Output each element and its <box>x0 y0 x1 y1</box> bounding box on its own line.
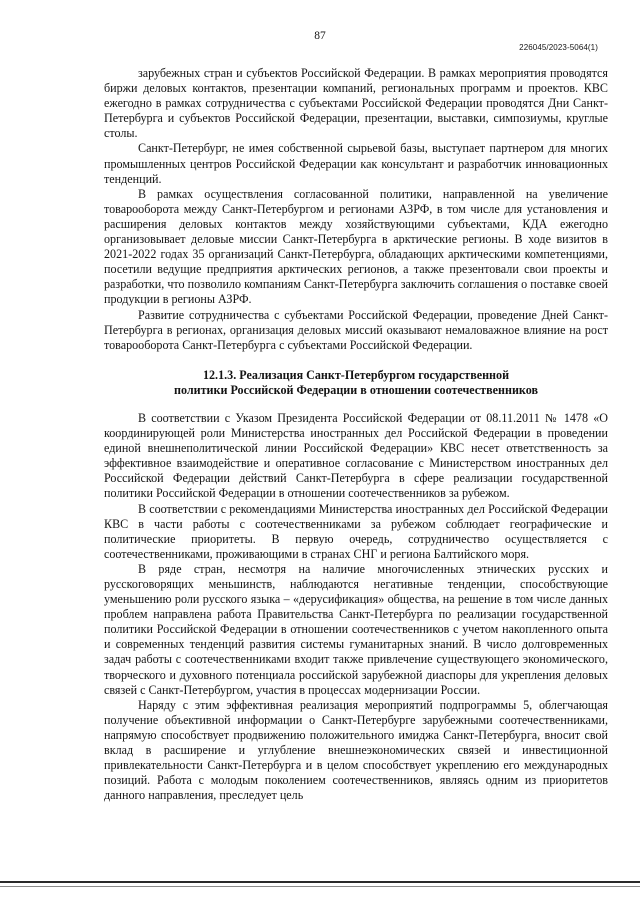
scan-bottom-edge <box>0 881 640 883</box>
page-number: 87 <box>314 30 326 42</box>
paragraph: Наряду с этим эффективная реализация мероприятий подпрограммы 5, облегчающая получение объективной информации о Санкт-Петербурге зарубежными соотечественниками, напрямую способствует продвижению положительного имиджа Санкт-Петербурга, вносит свой вклад в расширение и углубление внешнеэкономических связей и инвестиционной привлекательности Санкт-Петербурга и в целом способствует укреплению его международных позиций. Работа с молодым поколением соотечественников, являясь одним из приоритетов данного направления, преследует цель <box>104 697 608 803</box>
section-heading-line: 12.1.3. Реализация Санкт-Петербургом государственной <box>202 367 510 382</box>
document-registration-number: 226045/2023-5064(1) <box>519 43 598 52</box>
paragraph: В соответствии с рекомендациями Министерства иностранных дел Российской Федерации КВС в части работы с соотечественниками за рубежом соблюдает географические и политические приоритеты. В первую очередь, сотрудничество осуществляется с соотечественниками, проживающими в странах СНГ и региона Балтийского моря. <box>104 501 608 561</box>
paragraph: зарубежных стран и субъектов Российской Федерации. В рамках мероприятия проводятся биржи деловых контактов, презентации компаний, региональных программ и проектов. КВС ежегодно в рамках сотрудничества с субъектами Российской Федерации проводятся Дни Санкт-Петербурга и субъектов Российской Федерации, презентации, выставки, симпозиумы, круглые столы. <box>104 66 608 141</box>
paragraph: Развитие сотрудничества с субъектами Российской Федерации, проведение Дней Санкт-Петербурга в регионах, организация деловых миссий оказывают немаловажное влияние на рост товарооборота Санкт-Петербурга с субъектами Российской Федерации. <box>104 307 608 352</box>
section-heading-line: политики Российской Федерации в отношении соотечественников <box>173 382 539 397</box>
scan-bottom-edge-shadow <box>0 886 640 887</box>
document-body <box>104 66 608 803</box>
paragraph: В ряде стран, несмотря на наличие многочисленных этнических русских и русскоговорящих меньшинств, наблюдаются негативные тенденции, способствующие уменьшению роли русского языка – «дерусификация» общества, на решение в том числе данных проблем направлена работа Правительства Санкт-Петербурга по реализации государственной политики Российской Федерации в отношении соотечественников с учетом накопленного опыта и современных тенденций развития системы гуманитарных знаний. В число долговременных задач работы с соотечественниками входит также привлечение существующего экономического, творческого и духовного потенциала российской зарубежной диаспоры для укрепления деловых связей с Санкт-Петербургом, участия в процессах модернизации России. <box>104 561 608 697</box>
section-heading <box>104 368 608 398</box>
paragraph: В рамках осуществления согласованной политики, направленной на увеличение товарооборота между Санкт-Петербургом и регионами АЗРФ, в том числе для установления и расширения деловых контактов между хозяйствующими субъектами, КДА ежегодно организовывает деловые миссии Санкт-Петербурга в арктические регионы. В ходе визитов в 2021-2022 годах 35 организаций Санкт-Петербурга, обладающих арктическими компетенциями, посетили ведущие предприятия арктических регионов, а также презентовали свои проекты и разработки, что позволило компаниям Санкт-Петербурга заключить соглашения о поставке своей продукции в регионы АЗРФ. <box>104 186 608 307</box>
paragraph: В соответствии с Указом Президента Российской Федерации от 08.11.2011 № 1478 «О координирующей роли Министерства иностранных дел Российской Федерации в проведении единой внешнеполитической линии Российской Федерации» КВС несет ответственность за эффективное взаимодействие и оперативное согласование с Министерством иностранных дел Российской Федерации действий Санкт-Петербурга в сфере реализации государственной политики Российской Федерации в отношении соотечественников за рубежом. <box>104 410 608 501</box>
paragraph: Санкт-Петербург, не имея собственной сырьевой базы, выступает партнером для многих промышленных центров Российской Федерации как консультант и разработчик инновационных тенденций. <box>104 141 608 186</box>
